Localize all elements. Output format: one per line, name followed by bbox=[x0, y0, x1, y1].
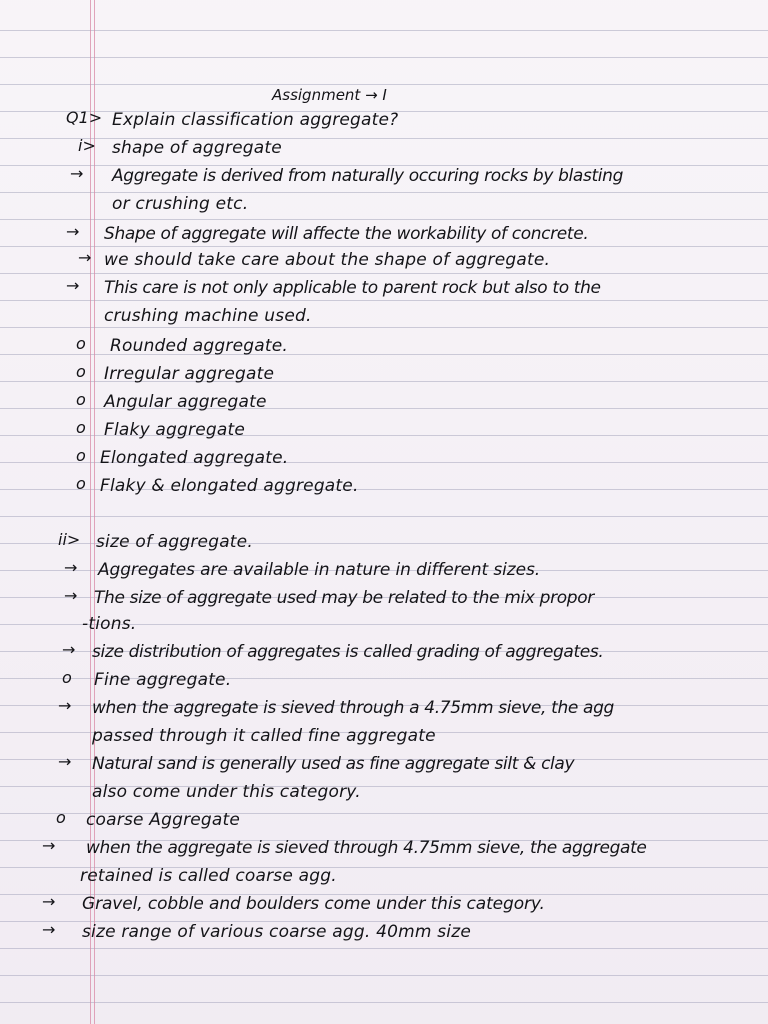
ruled-line bbox=[0, 30, 768, 31]
page-title: Assignment → I bbox=[272, 86, 387, 104]
note-line-continuation: passed through it called fine aggregate bbox=[92, 726, 436, 746]
note-line-continuation: or crushing etc. bbox=[112, 194, 249, 214]
note-line: Gravel, cobble and boulders come under this category. bbox=[82, 894, 545, 914]
arrow-bullet: → bbox=[42, 892, 56, 911]
list-item: Flaky aggregate bbox=[104, 420, 246, 440]
arrow-bullet: → bbox=[64, 586, 78, 605]
question-text: Explain classification aggregate? bbox=[112, 110, 399, 130]
note-line: Aggregates are available in nature in different sizes. bbox=[98, 560, 541, 580]
note-line: when the aggregate is sieved through 4.75mm sieve, the aggregate bbox=[86, 838, 647, 858]
note-line: size distribution of aggregates is called grading of aggregates. bbox=[92, 642, 604, 662]
circle-bullet: o bbox=[76, 362, 86, 381]
arrow-bullet: → bbox=[58, 696, 72, 715]
ruled-line bbox=[0, 1002, 768, 1003]
arrow-bullet: → bbox=[70, 164, 84, 183]
note-line-continuation: -tions. bbox=[82, 614, 137, 634]
ruled-line bbox=[0, 273, 768, 274]
ruled-line bbox=[0, 219, 768, 220]
arrow-bullet: → bbox=[66, 276, 80, 295]
ruled-line bbox=[0, 327, 768, 328]
arrow-bullet: → bbox=[78, 248, 92, 267]
arrow-bullet: → bbox=[62, 640, 76, 659]
subsection-number: ii> bbox=[58, 530, 81, 549]
list-item: Angular aggregate bbox=[104, 392, 267, 412]
circle-bullet: o bbox=[56, 808, 66, 827]
ruled-line bbox=[0, 300, 768, 301]
arrow-bullet: → bbox=[64, 558, 78, 577]
ruled-line bbox=[0, 948, 768, 949]
subsection-heading: size of aggregate. bbox=[96, 532, 253, 552]
circle-bullet: o bbox=[76, 446, 86, 465]
ruled-line bbox=[0, 516, 768, 517]
note-line: we should take care about the shape of aggregate. bbox=[104, 250, 551, 270]
arrow-bullet: → bbox=[58, 752, 72, 771]
subsection-heading: shape of aggregate bbox=[112, 138, 282, 158]
note-line: The size of aggregate used may be related to the mix propor bbox=[94, 588, 594, 608]
ruled-line bbox=[0, 57, 768, 58]
note-line-continuation: crushing machine used. bbox=[104, 306, 312, 326]
ruled-line bbox=[0, 192, 768, 193]
note-line-continuation: retained is called coarse agg. bbox=[80, 866, 337, 886]
circle-bullet: o bbox=[76, 474, 86, 493]
ruled-line bbox=[0, 84, 768, 85]
circle-bullet: o bbox=[76, 418, 86, 437]
arrow-bullet: → bbox=[42, 920, 56, 939]
list-item: Fine aggregate. bbox=[94, 670, 232, 690]
circle-bullet: o bbox=[76, 334, 86, 353]
list-item: Irregular aggregate bbox=[104, 364, 275, 384]
arrow-bullet: → bbox=[42, 836, 56, 855]
note-line: This care is not only applicable to parent rock but also to the bbox=[104, 278, 601, 298]
note-line: size range of various coarse agg. 40mm size bbox=[82, 922, 472, 942]
subsection-number: i> bbox=[78, 136, 96, 155]
ruled-line bbox=[0, 975, 768, 976]
note-line-continuation: also come under this category. bbox=[92, 782, 361, 802]
list-item: Flaky & elongated aggregate. bbox=[100, 476, 359, 496]
ruled-line bbox=[0, 246, 768, 247]
circle-bullet: o bbox=[76, 390, 86, 409]
arrow-bullet: → bbox=[66, 222, 80, 241]
note-line: Shape of aggregate will affecte the workability of concrete. bbox=[104, 224, 589, 244]
note-line: Natural sand is generally used as fine aggregate silt & clay bbox=[92, 754, 575, 774]
list-item: coarse Aggregate bbox=[86, 810, 241, 830]
question-number: Q1> bbox=[66, 108, 103, 127]
list-item: Elongated aggregate. bbox=[100, 448, 289, 468]
note-line: Aggregate is derived from naturally occuring rocks by blasting bbox=[112, 166, 624, 186]
list-item: Rounded aggregate. bbox=[110, 336, 288, 356]
circle-bullet: o bbox=[62, 668, 72, 687]
note-line: when the aggregate is sieved through a 4.75mm sieve, the agg bbox=[92, 698, 614, 718]
